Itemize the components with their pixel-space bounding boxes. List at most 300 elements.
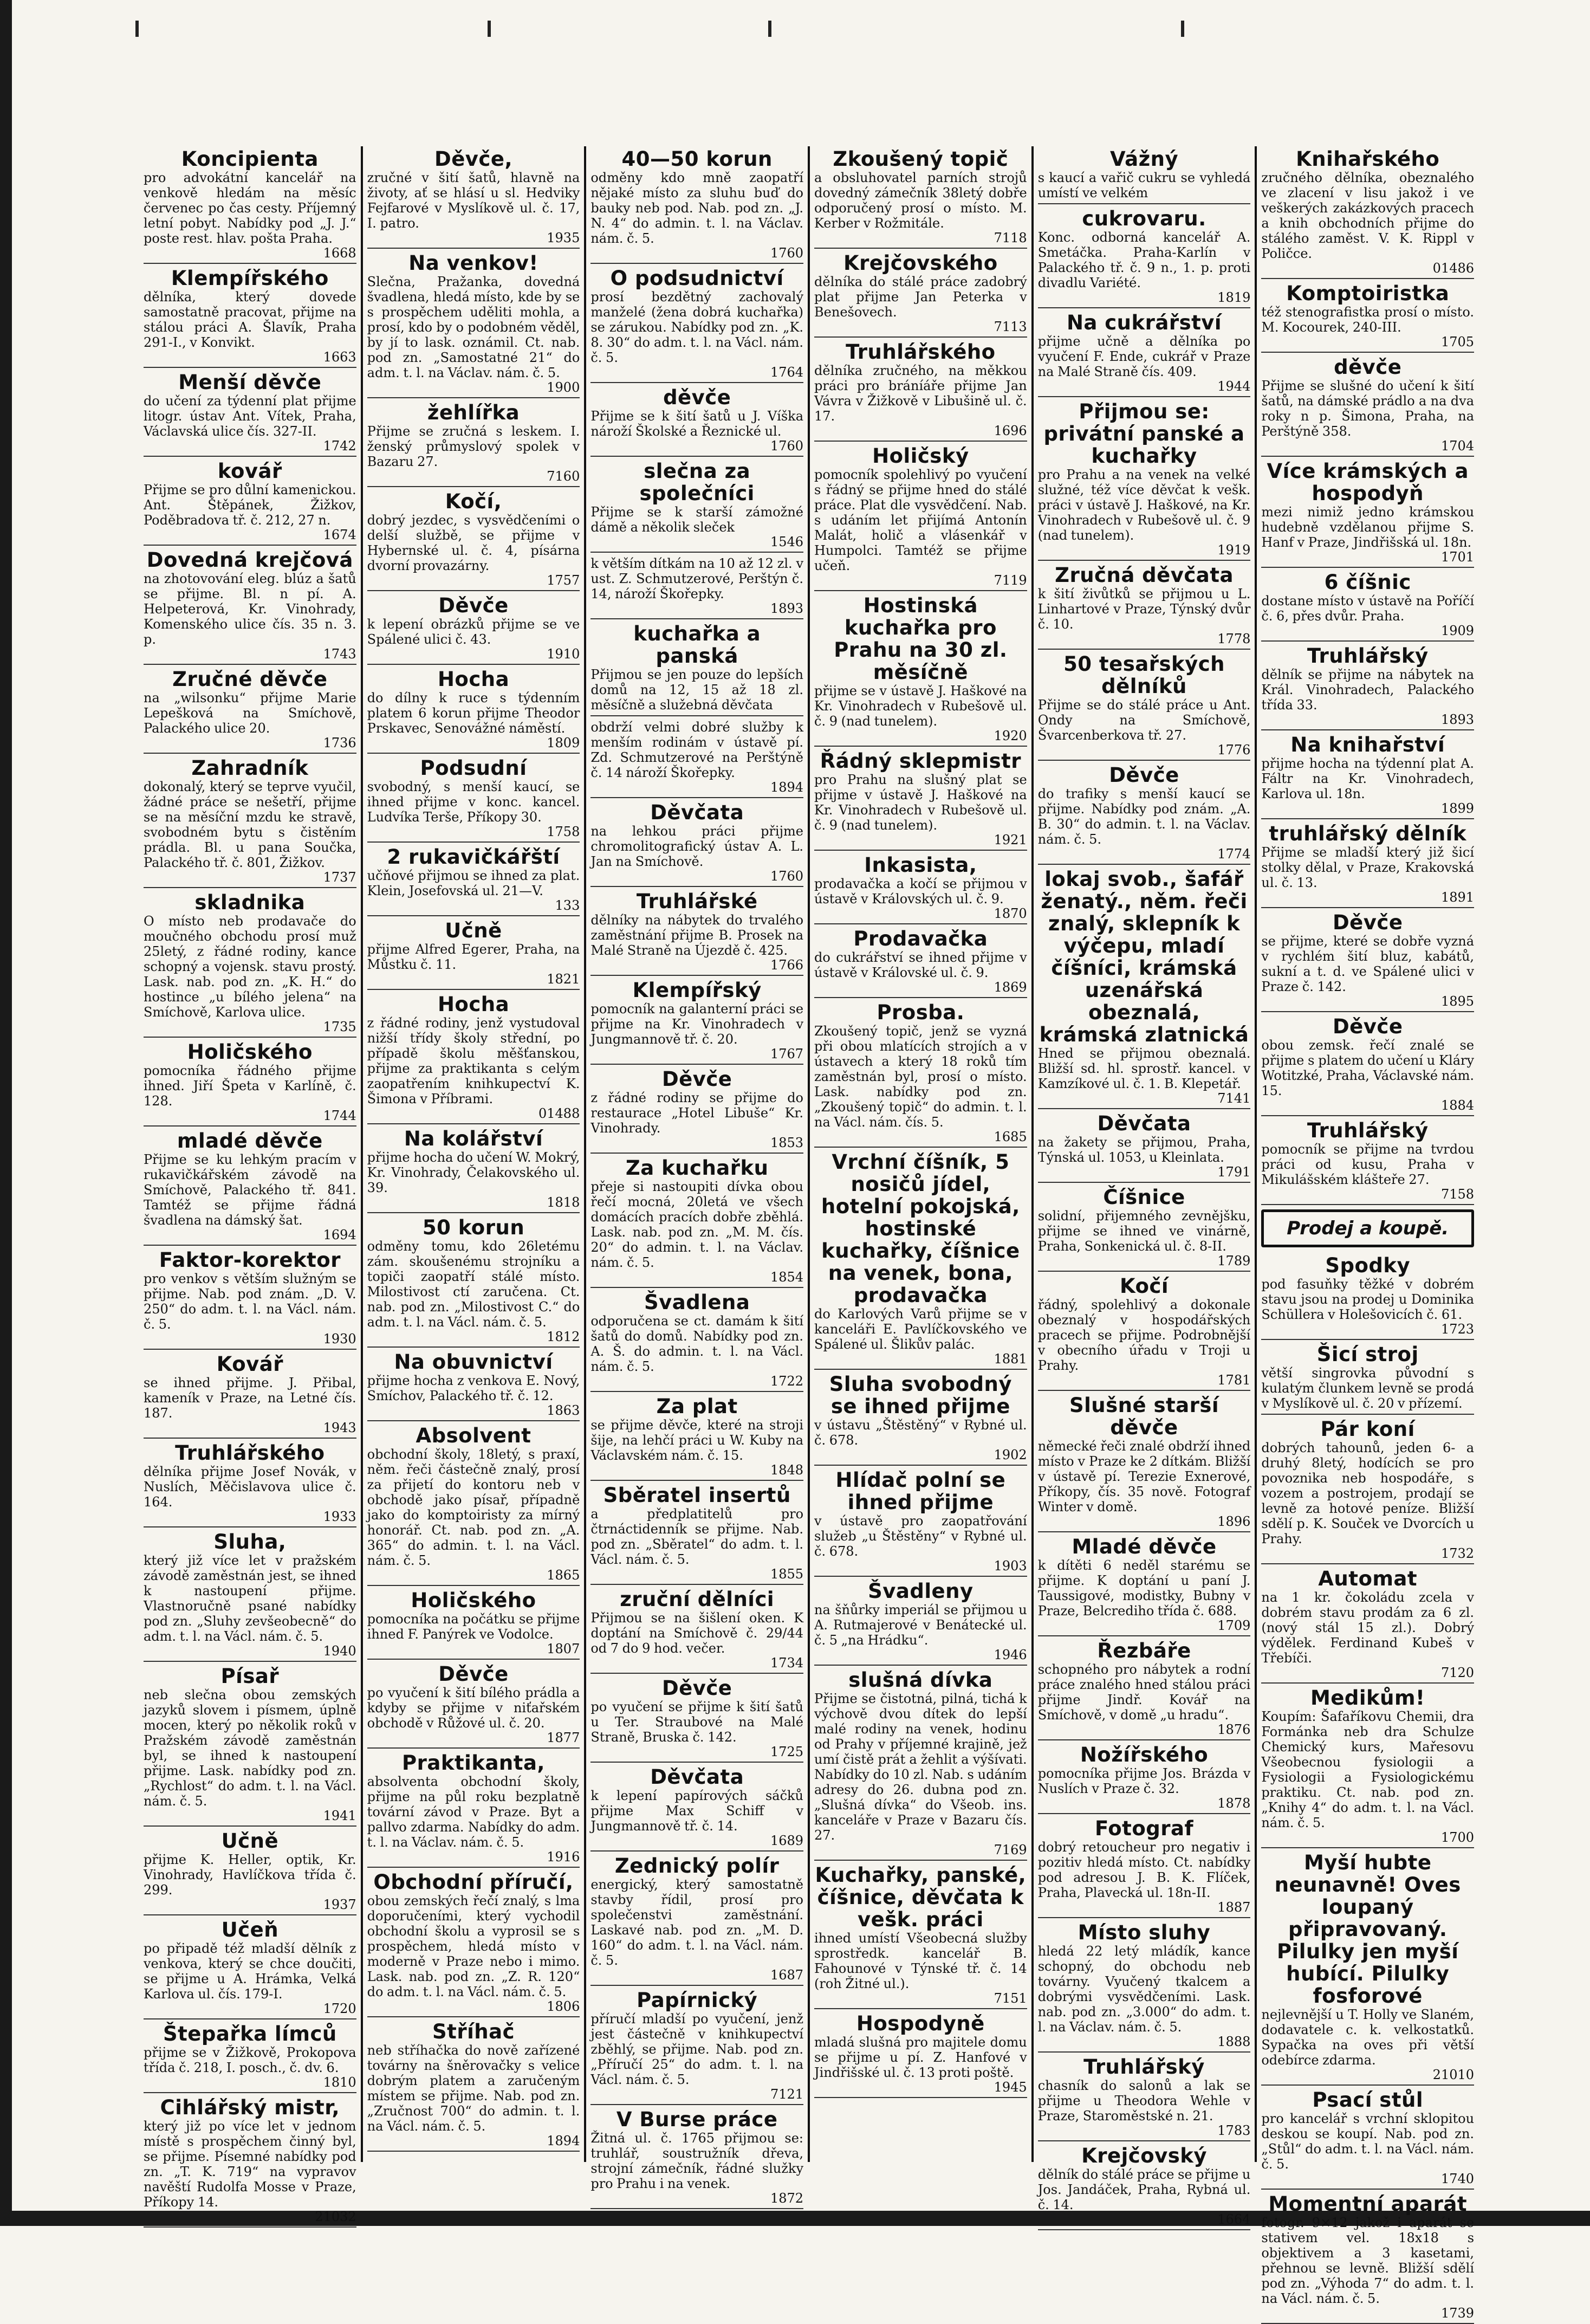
ad-number: 1689 [770,1833,804,1848]
ad-text: se ihned přijme. J. Přibal, kameník v Praze, na Letné čís. 187. [144,1375,356,1421]
ad-headline: Za plat [656,1395,738,1418]
classified-ad [1038,1920,1251,2053]
ad-text: se přijme děvče, které na stroji šije, na lehčí práci u W. Kuby na Václavském nám. č. 15. [590,1417,804,1463]
ad-number: 1781 [1217,1373,1251,1388]
ad-number: 1722 [770,1374,804,1389]
ad-text: a předplatitelů pro čtrnáctidenník se přijme. Nab. pod zn. „Sběratel“ do adm. t. l. Václ. nám. č. 5. [590,1506,804,1567]
column-rule [808,146,810,2162]
ad-headline: V Burse práce [616,2108,778,2131]
ad-headline: Klempířského [171,267,329,290]
classified-ad [367,400,580,487]
ad-text: Hned se přijmou obeznalá. Bližší sd. hl. sprostř. kancel. v Kamzíkové ul. č. 1. B. Klepetář. [1037,1046,1251,1091]
ad-text: dělník do stálé práce se přijme u Jos. Jandáček, Praha, Rybná ul. č. 14. [1037,2167,1251,2212]
ad-text: z řádné rodiny, jenž vystudoval nižší třídy školy střední, po případě školu měšťanskou, přijme za praktikanta s celým zaopatřením knihkupectví K. Šimona v Příbrami. [367,1015,580,1106]
ad-text: a obsluhovatel parních strojů dovedný zámečník 38letý dobře odporučený prosí o místo. M. Kerber v Rožmitále. [814,170,1027,231]
ad-headline: Děvče [661,1676,732,1700]
ad-headline: truhlářský dělník [1269,822,1466,845]
ad-headline: Hocha [437,668,510,691]
column-3 [587,146,807,2206]
ad-text: pomocník se přijme na tvrdou práci od kusu, Praha v Mikulášském klášteře 27. [1261,1142,1475,1187]
ad-number: 1872 [770,2191,804,2206]
classified-ad [144,370,356,457]
ad-number: 1736 [323,735,356,750]
ad-text: do cukrářství se ihned přijme v ústavě v Královské ul. č. 9. [814,950,1027,980]
classified-ad [367,992,580,1124]
classified-ad [367,1423,580,1586]
ad-headline: Zručná děvčata [1055,564,1234,587]
ad-headline: Pár koní [1320,1417,1415,1441]
classified-ad [814,852,1027,924]
margin-mark [488,21,491,37]
ad-headline: Prodavačka [853,927,988,950]
ad-number: 1737 [323,870,356,885]
classified-ad [367,1750,580,1868]
ad-number: 1887 [1217,1900,1251,1915]
classified-ad [144,1440,356,1527]
ad-text: prosí bezdětný zachovalý manželé (žena dobrá kuchařka) se zárukou. Nabídky pod zn. „K. 8. 30“ do adm. t. l. na Václ. nám. č. 5. [590,289,804,365]
ad-headline: žehlířka [427,401,520,424]
ad-number: 1854 [770,1270,804,1285]
ad-number: 7169 [994,1842,1027,1857]
ad-number: 1865 [547,1568,580,1583]
ad-headline: 50 korun [422,1216,525,1239]
ad-text: přijme se v Žižkově, Prokopova třída č. 218, I. posch., č. dv. 6. [144,2045,356,2075]
ad-headline: Spodky [1325,1254,1411,1277]
ad-number: 1546 [770,534,804,549]
ad-number: 1696 [994,423,1027,438]
classified-ad [814,1667,1027,1861]
ad-text: dělníka zručného, na měkkou práci pro bráníáře přijme Jan Vávra v Žižkově v Libušině ul. č. 17. [814,363,1027,424]
ad-headline: Děvče, [434,147,513,171]
classified-ad [814,1000,1027,1148]
ad-number: 1894 [547,2133,580,2148]
ad-number: 1895 [1440,994,1475,1009]
classified-ad [1038,1393,1251,1532]
classified-ad [814,748,1027,851]
ad-number: 21010 [1432,2067,1475,2082]
classified-ad [144,890,356,1038]
ad-headline: Číšnice [1103,1186,1185,1209]
ad-text: obou zemských řečí znalý, s lma doporučeními, který vychodil obchodní školu a vyprosil se s prospěchem, hledá místo v moderně v Praze nebo i mimo. Lask. nab. pod zn. „Z. R. 120“ do adm. t. l. na Václ. nám. č. 5. [367,1893,580,1999]
ad-headline: Truhlářské [636,890,758,913]
column-6 [1257,146,1478,2321]
ad-text: pomocníka přijme Jos. Brázda v Nuslích v Praze č. 32. [1037,1766,1251,1796]
column-5 [1034,146,1255,2227]
ad-number: 1894 [770,780,804,795]
ad-headline: skladnika [194,891,306,914]
ad-number: 1774 [1217,846,1251,862]
ad-headline: Hlídač polní se ihned přijme [835,1468,1006,1514]
ad-headline: Podsudní [420,756,527,780]
classified-ad [814,339,1027,442]
classified-ad [1038,1111,1251,1183]
classified-ad [814,146,1027,249]
classified-ad [1038,762,1251,865]
classified-ad [144,2021,356,2093]
ad-headline: Na obuvnictví [394,1350,553,1374]
classified-ad [814,2011,1027,2098]
ad-text: Přijme se k šití šatů u J. Víška nároží Školské a Řeznické ul. [590,409,804,439]
classified-ad [1261,1014,1474,1116]
classified-ad [590,458,803,553]
ad-text: dělníka přijme Josef Novák, v Nuslích, Měčislavova ulice č. 164. [144,1464,356,1510]
ad-text: se přijme, které se dobře vyzná v rychlém šití bluz, kabátů, sukní a t. d. ve Spálené ulici v Praze č. 142. [1261,934,1475,994]
section-banner: Prodej a koupě. [1261,1209,1474,1247]
classified-ad [367,918,580,990]
ad-text: v ústavě pro zaopatřování služeb „u Štěstěny“ v Rybné ul. č. 678. [814,1513,1027,1559]
ad-headline: Momentní aparát [1268,2192,1468,2216]
ad-text: fotogr. 9×12 jakož i aparát se stativem vel. 18x18 s objektivem a 3 kasetami, přehnou se levně. Bližší sdělí pod zn. „Výhoda 7“ do adm. t. l. na Václ. nám. č. 5. [1261,2215,1475,2306]
ad-number: 1740 [1440,2171,1475,2186]
ad-text: Přijme se slušné do učení k šití šatů, na dámské prádlo a na dva roky n p. Šimona, Praha, na Perštýně 358. [1261,378,1475,439]
ad-headline: Absolvent [416,1424,531,1447]
ad-text: odměny tomu, kdo 26letému zám. skoušenému strojníku a topiči zaopatří stálé místo. Milostivost ctí zaručena. Ct. nab. pod zn. „Milostivost C.“ do adm. t. l. na Václ. nám. č. 5. [367,1239,580,1330]
ad-number: 1821 [547,972,580,987]
classified-ad [144,146,356,264]
classified-ad [1038,1184,1251,1272]
ad-headline: Děvčata [650,1765,744,1789]
ad-number: 1664 [1217,2212,1251,2227]
ad-number: 1870 [994,906,1027,921]
ad-number: 01488 [538,1106,580,1121]
ad-text: ihned umístí Všeobecná služby sprostředk. kancelář B. Fahounové v Týnské tř. č. 14 (roh Žitné ul.). [814,1931,1027,1991]
ad-headline: lokaj svob., šafář ženatý., něm. řeči znalý, sklepník k výčepu, mladí číšníci, krámská uzenářská obeznalá, krámská zlatnická [1039,868,1249,1046]
ad-text: absolventa obchodní školy, přijme na půl roku bezplatně tovární závod v Praze. Byt a pallvo zdarma. Nabídky do adm. t. l. na Václav. nám. č. 5. [367,1774,580,1850]
ad-text: Žitná ul. č. 1765 přijmou se: truhlář, soustružník dřeva, strojní zámečník, řádné služky pro Prahu i na venek. [590,2131,804,2191]
classified-ad [144,1917,356,2019]
classified-ad [590,718,803,798]
classified-ad [367,1126,580,1213]
ad-text: pro advokátní kancelář na venkově hledám na měsíc červenec po čas cesty. Příjemný letní pobyt. Nabídky pod „J. J.“ poste rest. hlav. pošta Praha. [144,170,356,246]
ad-text: energický, který samostatně stavby řídil, prosí pro společenstvi zaměstnání. Laskavé nab. pod zn. „M. D. 160“ do adm. t. l. na Václ. nám. č. 5. [590,1877,804,1968]
classified-ad [590,266,803,383]
classified-ad [814,1862,1027,2009]
ad-text: Přijme se do stálé práce u Ant. Ondy na Smíchově, Švarcenberkova tř. 27. [1037,697,1251,743]
ad-text: pro Prahu na slušný plat se přijme v ústavě J. Haškové na Kr. Vinohradech v Rubešově ul. č. 9 (nad tunelem). [814,772,1027,833]
ad-headline: Stříhač [432,2020,515,2043]
ad-text: dobrý retoucheur pro negativ i pozitiv hledá místo. Ct. nabídky pod adresou J. B. K. Flíček, Praha, Plavecká ul. 18n-II. [1037,1840,1251,1900]
ad-text: Přijmou se na šišlení oken. K doptání na Smíchově č. 29/44 od 7 do 9 hod. večer. [590,1610,804,1656]
ad-text: dělník se přijme na nábytek na Král. Vinohradech, Palackého třída 33. [1261,667,1475,713]
ad-number: 1910 [547,646,580,662]
column-1 [140,146,360,2224]
ad-text: dělníky na nábytek do trvalého zaměstnání přijme B. Prosek na Malé Straně na Újezdě č. 425. [590,912,804,958]
ad-text: po vyučení se přijme k šití šatů u Ter. Straubové na Malé Straně, Bruska č. 142. [590,1699,804,1745]
ad-number: 1818 [547,1195,580,1210]
ad-text: Přijme se ku lehkým pracím v rukavičkářském závodě na Smíchově, Palackého tř. 841. Tamtéž se přijme řádná švadlena na dámský šat. [144,1152,356,1228]
ad-number: 1903 [994,1558,1027,1574]
ad-headline: Kočí [1119,1274,1169,1298]
classified-ad [367,489,580,591]
classified-ad [590,621,803,716]
ad-number: 1933 [323,1509,356,1524]
classified-ad [144,1039,356,1127]
ad-headline: Obchodní příručí, [373,1870,574,1894]
ad-text: německé řeči znalé obdrží ihned místo v Praze ke 2 dítkám. Bližší v ústavě pí. Terezie Exnerové, Příkopy, čís. 35 nově. Fotograf Winter v domě. [1037,1439,1251,1514]
ad-number: 1943 [323,1420,356,1435]
ad-headline: Komptoiristka [1286,282,1450,305]
ad-headline: Hospodyně [856,2012,985,2035]
ad-headline: Klempířský [632,979,762,1002]
ad-headline: Místo sluhy [1078,1921,1211,1944]
classified-ad [590,889,803,976]
ad-number: 1884 [1440,1098,1475,1113]
ad-headline: 50 tesařských dělníků [1063,652,1225,698]
margin-mark [1181,21,1184,37]
classified-ad [367,1869,580,2017]
ad-headline: Holičského [187,1040,313,1064]
ad-text: pro Prahu a na venek na velké služné, též více děvčat k vešk. práci v ústavě J. Haškové, na Kr. Vinohradech v Rubešově ul. č. 9 (nad tunelem). [1037,467,1251,543]
ad-number: 1668 [323,245,356,261]
classified-ad [814,250,1027,338]
classified-ad [1038,1534,1251,1636]
ad-number: 1704 [1440,438,1475,454]
ad-headline: Děvče [438,594,509,617]
ad-number: 133 [555,898,580,913]
ad-text: přeje si nastoupiti dívka obou řečí mocná, 20letá ve všech domácích pracích dobře zběhlá. Lask. nab. pod zn. „M. M. čís. 20“ do admin. t. l. na Václav. nám. č. 5. [590,1179,804,1270]
ad-headline: Dovedná krejčová [146,548,353,572]
classified-ad [1038,562,1251,650]
ad-headline: Kovář [216,1352,283,1376]
classified-ad [144,1128,356,1246]
ad-text: na 1 kr. čokoládu zcela v dobrém stavu prodám za 6 zl. (nový stál 15 zl.). Dobrý výdělek. Ferdinand Kubeš v Třebíči. [1261,1590,1475,1666]
ad-headline: Zednický polír [614,1854,780,1878]
ad-number: 7160 [547,469,580,484]
ad-headline: Za kuchařku [625,1156,769,1180]
ad-text: k dítěti 6 neděl starému se přijme. K doptání u paní J. Taussigové, modistky, Bubny v Praze, Belcrediho třída č. 688. [1037,1558,1251,1619]
ad-text: řádný, spolehlivý a dokonale obeznalý v hospodářských pracech se přijme. Podrobnější v obecního úřadu v Troji u Prahy. [1037,1297,1251,1373]
ad-headline: Psací stůl [1312,2088,1424,2112]
ad-text: do trafiky s menší kaucí se přijme. Nabídky pod znám. „A. B. 30“ do admin. t. l. na Václav. nám. č. 5. [1037,786,1251,847]
ad-number: 1848 [770,1462,804,1478]
ad-number: 1945 [994,2080,1027,2095]
ad-headline: Řádný sklepmistr [820,749,1022,773]
classified-ad [590,800,803,887]
ad-headline: Myší hubte neunavně! Oves loupaný připravovaný. Pilulky jen myší hubící. Pilulky fosforové [1274,1851,1461,2008]
ad-headline: Písař [220,1665,280,1688]
ad-text: pomocníka na počátku se přijme ihned F. Panýrek ve Vodolce. [367,1611,580,1642]
ad-text: na šňůrky imperiál se přijmou u A. Rutmajerové v Benátecké ul. č. 5 „na Hrádku“. [814,1602,1027,1648]
ad-number: 1725 [770,1744,804,1759]
ad-text: odměny kdo mně zaopatří nějaké místo za sluhu buď do bauky neb pod. Nab. pod zn. „J. N. 4“ do admin. t. l. na Václav. nám. č. 5. [590,170,804,246]
column-2 [364,146,584,2162]
ad-headline: Zručné děvče [172,668,328,691]
ad-number: 1764 [770,365,804,380]
classified-ad [367,1349,580,1421]
ad-number: 1674 [323,527,356,542]
classified-ad [1261,1685,1474,1848]
ad-headline: zruční dělníci [620,1588,775,1611]
classified-ad [144,458,356,546]
ad-number: 1916 [547,1849,580,1865]
ad-number: 1732 [1440,1546,1475,1561]
classified-ad [367,1215,580,1348]
classified-ad [1261,1566,1474,1684]
ad-headline: Koncipienta [181,147,319,171]
ad-headline: Švadlena [644,1291,750,1314]
classified-ad [1038,1273,1251,1391]
ad-headline: slečna za společníci [639,459,755,505]
ad-text: Přijme se pro důlní kamenickou. Ant. Štěpánek, Žižkov, Poděbradova tř. č. 212, 27 n. [144,482,356,528]
classified-ad [590,1853,803,1986]
ad-number: 1899 [1440,801,1475,816]
classified-ad [590,385,803,457]
ad-headline: 40—50 korun [621,147,773,171]
ad-headline: Sběratel insertů [603,1484,791,1507]
ad-headline: Fotograf [1094,1817,1194,1840]
ad-headline: Štepařka límců [163,2022,337,2045]
ad-headline: Truhlářský [1083,2055,1205,2079]
ad-number: 7119 [994,573,1027,588]
ad-headline: 6 číšnic [1324,571,1411,594]
ad-headline: Truhlářský [1307,644,1429,668]
classified-ad [1038,310,1251,397]
ad-number: 1921 [994,832,1027,847]
classified-ad [1261,2087,1474,2190]
ad-number: 7151 [994,1991,1027,2006]
classified-ad [1261,146,1474,279]
ad-headline: Medikům! [1310,1686,1425,1710]
ad-number: 7118 [994,230,1027,245]
ad-text: neb stříhačka do nově zařízené továrny na šněrovačky s velice dobrým platem a zaručeným místem se přijme. Nab. pod zn. „Zručnost 700“ do admin. t. l. na Václ. nám. č. 5. [367,2043,580,2134]
classified-ad [367,844,580,916]
column-rule [584,146,586,2162]
scan-edge-left [0,0,12,2226]
ad-headline: Prosba. [877,1001,965,1024]
ad-headline: Děvčata [1097,1112,1191,1135]
classified-columns [140,146,1478,2321]
ad-headline: mladé děvče [177,1129,323,1153]
ad-number: 1744 [323,1108,356,1123]
ad-headline: slušná dívka [848,1668,993,1692]
ad-number: 1758 [547,824,580,839]
classified-ad [1261,2191,1474,2324]
ad-text: příručí mladší po vyučení, jenž jest částečně v knihkupectví zběhlý, se přijme. Nab. pod zn. „Příručí 25“ do adm. t. l. na Václ. nám. č. 5. [590,2011,804,2087]
ad-number: 1819 [1217,290,1251,305]
ad-number: 1937 [323,1897,356,1912]
classified-ad [590,1066,803,1154]
classified-ad [1261,732,1474,819]
ad-number: 1812 [547,1329,580,1344]
ad-number: 1888 [1217,2034,1251,2049]
ad-number: 1930 [323,1331,356,1347]
classified-ad [1038,206,1251,308]
ad-number: 1701 [1440,549,1475,565]
ad-text: učňové přijmou se ihned za plat. Klein, Josefovská ul. 21—V. [367,868,580,898]
classified-ad [1038,1816,1251,1918]
ad-headline: Více krámských a hospodyň [1267,459,1469,505]
ad-text: Přijmou se jen pouze do lepších domů na 12, 15 až 18 zl. měsíčně a služebná děvčata [590,667,804,713]
ad-text: přijme hocha do učení W. Mokrý, Kr. Vinohrady, Čelakovského ul. 39. [367,1150,580,1195]
ad-number: 1760 [770,245,804,261]
ad-number: 1900 [547,380,580,395]
ad-number: 7113 [994,319,1027,334]
ad-number: 1739 [1440,2306,1475,2321]
ad-text: k větším dítkám na 10 až 12 zl. v ust. Z. Schmutzerové, Perštýn č. 14, nároží Škořepky. [590,556,804,601]
classified-ad [367,666,580,754]
ad-text: mladá slušná pro majitele domu se přijme u pí. Z. Hanfové v Jindřišské ul. č. 13 proti poště. [814,2035,1027,2080]
ad-headline: Učně [221,1829,279,1853]
ad-text: do učení za týdenní plat přijme litogr. ústav Ant. Vítek, Praha, Václavská ulice čís. 327-II. [144,393,356,439]
classified-ad [1261,1416,1474,1564]
ad-text: pomocník na galanterní práci se přijme na Kr. Vinohradech v Jungmannově tř. č. 20. [590,1001,804,1047]
ad-text: přijme učně a dělníka po vyučení F. Ende, cukrář v Praze na Malé Straně čís. 409. [1037,334,1251,379]
ad-text: přijme se v ústavě J. Haškové na Kr. Vinohradech v Rubešově ul. č. 9 (nad tunelem). [814,683,1027,729]
ad-number: 1700 [1440,1830,1475,1845]
ad-number: 1876 [1217,1722,1251,1737]
ad-text: dělníka do stálé práce zadobrý plat přijme Jan Peterka v Benešovech. [814,274,1027,320]
ad-number: 1878 [1217,1796,1251,1811]
classified-ad [144,1828,356,1915]
classified-ad [590,2107,803,2209]
classified-ad [144,2095,356,2228]
ad-headline: kovář [217,459,282,483]
ad-text: který již po více let v jednom místě s prospěchem činný byl, se přijme. Písemné nabídky pod zn. „T. K. 719“ na vypravov navěští Rudolfa Mosse v Praze, Příkopy 14. [144,2119,356,2210]
ad-headline: cukrovaru. [1082,207,1206,230]
ad-text: z řádné rodiny se přijme do restaurace „Hotel Libuše“ Kr. Vinohrady. [590,1090,804,1136]
ad-number: 7141 [1217,1091,1251,1106]
classified-ad [814,926,1027,998]
classified-ad [144,1529,356,1662]
classified-ad [1261,354,1474,457]
classified-ad [1038,866,1251,1109]
ad-text: zručné v šití šatů, hlavně na životy, ať se hlásí u sl. Hedviky Fejfarové v Myslíkově ul. č. 17, I. patro. [367,170,580,231]
ad-number: 1920 [994,728,1027,743]
ad-number: 1705 [1440,334,1475,349]
margin-mark [768,21,771,37]
classified-ad [814,1467,1027,1577]
classified-ad [1261,458,1474,568]
ad-number: 1685 [994,1129,1027,1144]
ad-number: 1757 [547,573,580,588]
ad-headline: kuchařka a panská [633,622,761,668]
ad-number: 7158 [1440,1187,1475,1202]
classified-ad [1261,1118,1474,1205]
ad-number: 01486 [1432,261,1475,276]
ad-text: dobrý jezdec, s vysvědčeními o delší službě, se přijme v Hybernské ul. č. 4, písárna dvorní provazárny. [367,513,580,573]
ad-number: 1778 [1217,631,1251,646]
ad-number: 1760 [770,869,804,884]
ad-text: svobodný, s menší kaucí, se ihned přijme v konc. kancel. Ludvíka Terše, Příkopy 30. [367,779,580,825]
ad-headline: Papírnický [637,1989,758,2012]
column-rule [361,146,363,2162]
classified-ad [814,593,1027,747]
ad-text: chasník do salonů a lak se přijme u Theodora Wehle v Praze, Staroměstské n. 21. [1037,2078,1251,2124]
ad-number: 1791 [1217,1164,1251,1180]
ad-text: nejlevnější u T. Holly ve Slaném, dodavatele c. k. velkostatků. Sypačka na oves při větší odebírce zdarma. [1261,2007,1475,2068]
classified-ad [590,554,803,619]
ad-text: schopného pro nábytek a rodní práce znalého hned stálou práci přijme Jindř. Kovář na Smíchově, v domě „u hradu“. [1037,1662,1251,1723]
ad-text: pro venkov s větším služným se přijme. Nab. pod znám. „D. V. 250“ do adm. t. l. na Václ. nám. č. 5. [144,1271,356,1332]
classified-ad [367,1661,580,1749]
classified-ad [590,977,803,1065]
ad-text: v ústavu „Štěstěný“ v Rybné ul. č. 678. [814,1417,1027,1448]
ad-number: 1855 [770,1566,804,1582]
ad-text: též stenografistka prosí o místo. M. Kocourek, 240-III. [1261,305,1475,335]
ad-number: 1789 [1217,1253,1251,1268]
ad-text: Přijme se čistotná, pilná, tichá k výchově dvou dítek do lepší malé rodiny na venek, hodinu od Prahy v příjemné krajině, jež umí čistě prát a žehlit a výšívati. Nabídky do 10 zl. Nab. s udáním adresy do 26. dubna pod zn. „Slušná dívka“ do Všeob. ins. kanceláře v Praze v Bazaru čís. 27. [814,1691,1027,1843]
classified-ad [1038,2143,1251,2230]
ad-number: 1734 [770,1655,804,1671]
ad-headline: O podsudnictví [610,267,784,290]
classified-ad [144,1351,356,1439]
ad-headline: Děvčata [650,801,744,824]
ad-number: 1941 [323,1808,356,1823]
ad-text: Konc. odborná kancelář A. Smetáčka. Praha-Karlín v Palackého tř. č. 9 n., 1. p. proti divadlu Variété. [1037,230,1251,290]
ad-headline: děvče [1334,355,1402,379]
ad-text: pro kancelář s vrchní sklopitou deskou se koupí. Nab. pod zn. „Stůl“ do adm. t. l. na Václ. nám. č. 5. [1261,2111,1475,2172]
classified-ad [590,146,803,264]
